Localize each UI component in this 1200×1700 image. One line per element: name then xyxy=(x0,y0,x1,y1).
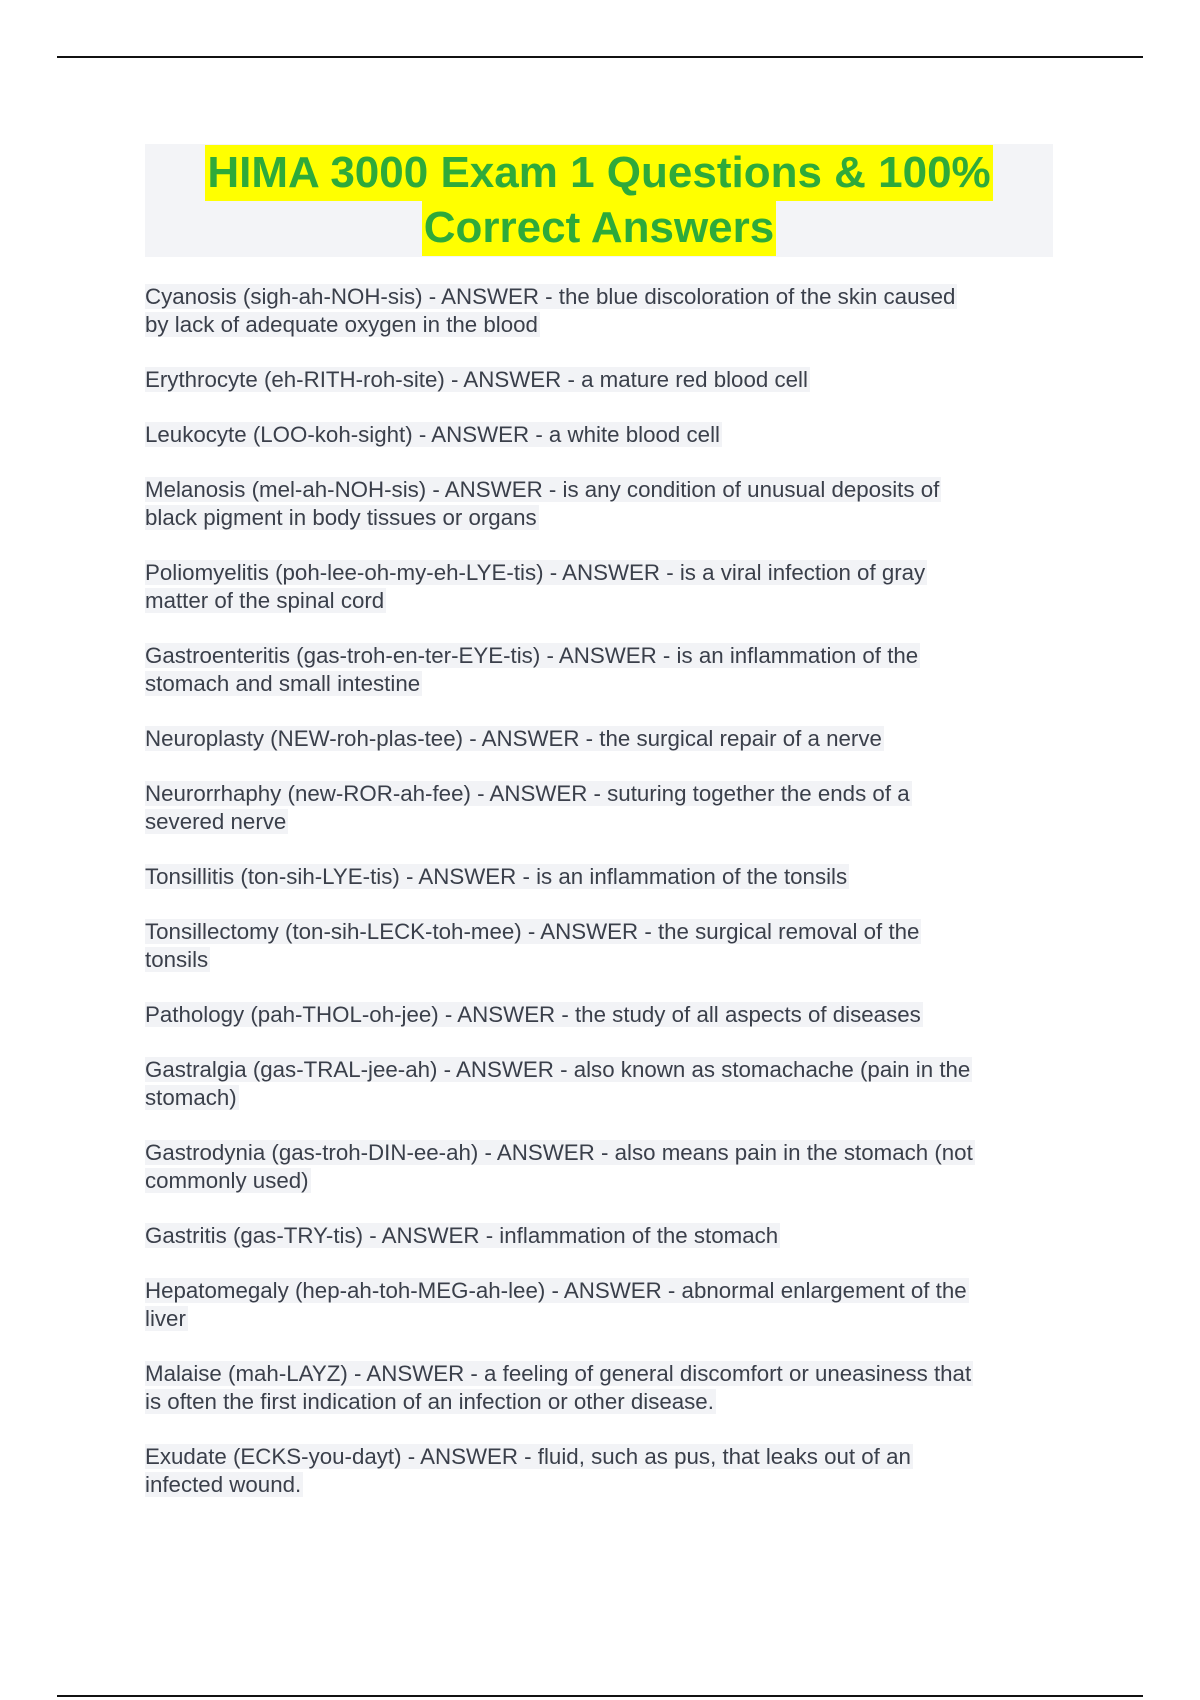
qa-entry-text: infected wound. xyxy=(145,1472,302,1497)
qa-entry xyxy=(145,725,1065,753)
qa-entry-text: Leukocyte (LOO-koh-sight) - ANSWER - a white blood cell xyxy=(145,422,720,447)
qa-entry xyxy=(145,421,1065,449)
qa-entry-text: Gastralgia (gas-TRAL-jee-ah) - ANSWER - also known as stomachache (pain in the xyxy=(145,1057,971,1082)
qa-entry-text: stomach and small intestine xyxy=(145,671,421,696)
qa-entry-text: Gastritis (gas-TRY-tis) - ANSWER - inflammation of the stomach xyxy=(145,1223,779,1248)
qa-entry-line xyxy=(145,642,1065,670)
qa-entry-text: Neurorrhaphy (new-ROR-ah-fee) - ANSWER - suturing together the ends of a xyxy=(145,781,910,806)
qa-entry-text: Neuroplasty (NEW-roh-plas-tee) - ANSWER - the surgical repair of a nerve xyxy=(145,726,882,751)
qa-entry xyxy=(145,918,1065,974)
qa-entry xyxy=(145,1056,1065,1112)
qa-entry-line xyxy=(145,1277,1065,1305)
qa-entry-text: by lack of adequate oxygen in the blood xyxy=(145,312,538,337)
qa-entry-line xyxy=(145,1360,1065,1388)
qa-entry-line xyxy=(145,1001,1065,1029)
qa-entry-text: Tonsillitis (ton-sih-LYE-tis) - ANSWER - is an inflammation of the tonsils xyxy=(145,864,848,889)
qa-entry-line xyxy=(145,863,1065,891)
qa-entry-text: Malaise (mah-LAYZ) - ANSWER - a feeling of general discomfort or uneasiness that xyxy=(145,1361,972,1386)
qa-entry-line xyxy=(145,1388,1065,1416)
qa-entry-line xyxy=(145,1305,1065,1333)
qa-entry xyxy=(145,1443,1065,1499)
qa-entry xyxy=(145,476,1065,532)
qa-entry-line xyxy=(145,670,1065,698)
qa-entry xyxy=(145,1222,1065,1250)
qa-entry-text: matter of the spinal cord xyxy=(145,588,385,613)
qa-entry xyxy=(145,863,1065,891)
qa-entry-line xyxy=(145,421,1065,449)
qa-entry xyxy=(145,780,1065,836)
qa-entry xyxy=(145,283,1065,339)
qa-entry-text: Hepatomegaly (hep-ah-toh-MEG-ah-lee) - ANSWER - abnormal enlargement of the xyxy=(145,1278,967,1303)
qa-entry-line xyxy=(145,918,1065,946)
qa-entry-text: Gastroenteritis (gas-troh-en-ter-EYE-tis) - ANSWER - is an inflammation of the xyxy=(145,643,919,668)
qa-entry-line xyxy=(145,1139,1065,1167)
qa-entry-line xyxy=(145,476,1065,504)
qa-entry-line xyxy=(145,1167,1065,1195)
qa-entry-line xyxy=(145,946,1065,974)
qa-entry-text: Pathology (pah-THOL-oh-jee) - ANSWER - the study of all aspects of diseases xyxy=(145,1002,921,1027)
qa-entry-text: tonsils xyxy=(145,947,209,972)
qa-entry-line xyxy=(145,504,1065,532)
qa-entry-line xyxy=(145,1084,1065,1112)
qa-entry-line xyxy=(145,808,1065,836)
qa-entry-line xyxy=(145,725,1065,753)
qa-entry-text: severed nerve xyxy=(145,809,287,834)
qa-entry-line xyxy=(145,587,1065,615)
qa-entry-line xyxy=(145,780,1065,808)
qa-entry-text: liver xyxy=(145,1306,186,1331)
qa-entry-text: black pigment in body tissues or organs xyxy=(145,505,537,530)
qa-entry xyxy=(145,1360,1065,1416)
qa-entry-text: stomach) xyxy=(145,1085,237,1110)
qa-entry-text: Exudate (ECKS-you-dayt) - ANSWER - fluid, such as pus, that leaks out of an xyxy=(145,1444,911,1469)
qa-entry-text: Poliomyelitis (poh-lee-oh-my-eh-LYE-tis) - ANSWER - is a viral infection of gray xyxy=(145,560,926,585)
qa-entry xyxy=(145,1277,1065,1333)
top-rule xyxy=(57,56,1143,58)
qa-entry-text: is often the first indication of an infection or other disease. xyxy=(145,1389,714,1414)
bottom-rule xyxy=(57,1695,1143,1697)
qa-entry-line xyxy=(145,1222,1065,1250)
qa-entry-line xyxy=(145,559,1065,587)
qa-entry-text: Erythrocyte (eh-RITH-roh-site) - ANSWER - a mature red blood cell xyxy=(145,367,808,392)
qa-entry xyxy=(145,642,1065,698)
title-line-1: HIMA 3000 Exam 1 Questions & 100% xyxy=(205,145,992,201)
qa-entry-text: Tonsillectomy (ton-sih-LECK-toh-mee) - ANSWER - the surgical removal of the xyxy=(145,919,920,944)
qa-list xyxy=(145,283,1065,1526)
qa-entry xyxy=(145,559,1065,615)
qa-entry xyxy=(145,1001,1065,1029)
qa-entry-text: commonly used) xyxy=(145,1168,309,1193)
qa-entry-text: Melanosis (mel-ah-NOH-sis) - ANSWER - is any condition of unusual deposits of xyxy=(145,477,940,502)
qa-entry xyxy=(145,1139,1065,1195)
qa-entry-line xyxy=(145,1056,1065,1084)
qa-entry-line xyxy=(145,283,1065,311)
qa-entry-line xyxy=(145,311,1065,339)
qa-entry-text: Gastrodynia (gas-troh-DIN-ee-ah) - ANSWER - also means pain in the stomach (not xyxy=(145,1140,973,1165)
qa-entry-line xyxy=(145,366,1065,394)
qa-entry xyxy=(145,366,1065,394)
title-line-2: Correct Answers xyxy=(422,200,777,256)
qa-entry-line xyxy=(145,1443,1065,1471)
qa-entry-text: Cyanosis (sigh-ah-NOH-sis) - ANSWER - the blue discoloration of the skin caused xyxy=(145,284,956,309)
page-title xyxy=(145,144,1053,257)
qa-entry-line xyxy=(145,1471,1065,1499)
